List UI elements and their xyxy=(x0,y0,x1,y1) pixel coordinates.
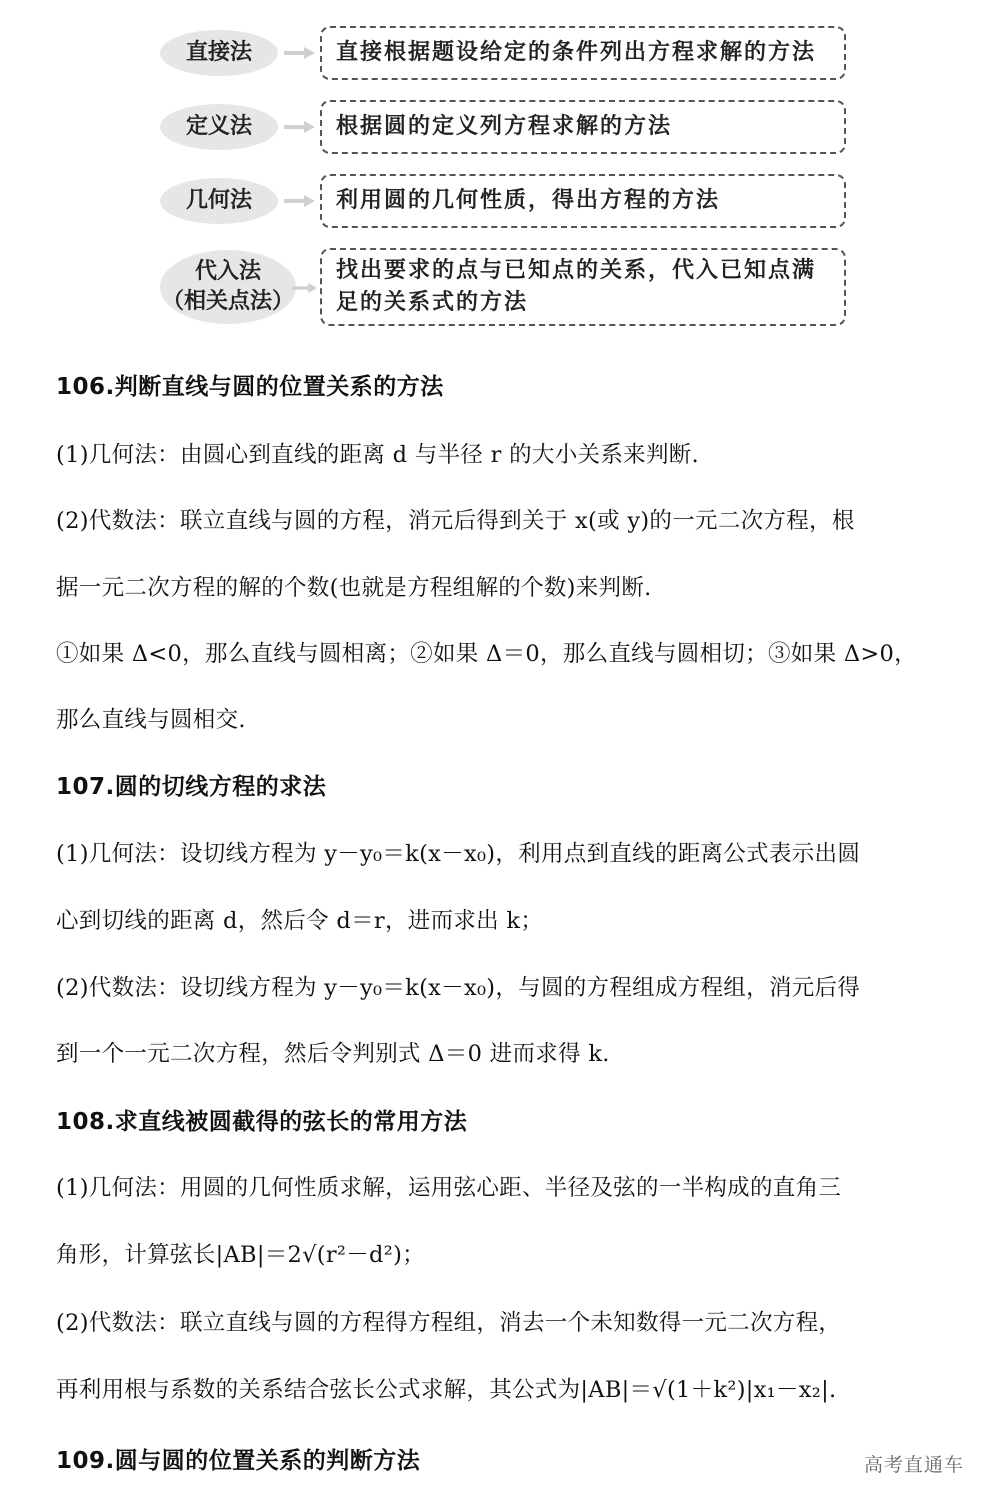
paragraph-line: (1)几何法：用圆的几何性质求解，运用弦心距、半径及弦的一半构成的直角三 xyxy=(56,1175,842,1201)
method-row xyxy=(160,22,860,82)
method-label-oval xyxy=(160,104,278,150)
section-title: 108.求直线被圆截得的弦长的常用方法 xyxy=(56,1109,468,1135)
paragraph-line: 到一个一元二次方程，然后令判别式 Δ＝0 进而求得 k. xyxy=(56,1041,610,1067)
paragraph-line: 心到切线的距离 d，然后令 d＝r，进而求出 k； xyxy=(56,908,544,934)
method-label-oval xyxy=(160,178,278,224)
paragraph-line: (2)代数法：联立直线与圆的方程，消元后得到关于 x(或 y)的一元二次方程，根 xyxy=(56,508,855,534)
watermark: 高考直通车 xyxy=(863,1454,964,1476)
paragraph-line: ①如果 Δ<0，那么直线与圆相离；②如果 Δ＝0，那么直线与圆相切；③如果 Δ>0， xyxy=(56,641,917,667)
section-title: 109.圆与圆的位置关系的判断方法 xyxy=(56,1448,421,1474)
method-description-box xyxy=(320,248,846,326)
method-label-oval xyxy=(160,30,278,76)
arrow-right-icon xyxy=(284,120,316,134)
paragraph-line: (2)代数法：联立直线与圆的方程得方程组，消去一个未知数得一元二次方程， xyxy=(56,1310,842,1336)
method-label: 几何法 xyxy=(185,188,252,213)
paragraph-line: 角形，计算弦长|AB|＝2√(r²－d²)； xyxy=(56,1242,425,1268)
section-title: 107.圆的切线方程的求法 xyxy=(56,774,327,800)
method-description-box xyxy=(320,100,846,154)
method-row xyxy=(160,248,860,328)
section-title: 106.判断直线与圆的位置关系的方法 xyxy=(56,374,444,400)
method-label: 代入法 xyxy=(194,259,261,284)
method-label-oval xyxy=(160,250,296,324)
paragraph-line: 据一元二次方程的解的个数(也就是方程组解的个数)来判断. xyxy=(56,575,652,601)
paragraph-line: (1)几何法：设切线方程为 y－y₀＝k(x－x₀)，利用点到直线的距离公式表示出圆 xyxy=(56,841,861,867)
arrow-right-icon xyxy=(284,194,316,208)
method-label: 定义法 xyxy=(185,114,252,139)
paragraph-line: (2)代数法：设切线方程为 y－y₀＝k(x－x₀)，与圆的方程组成方程组，消元后得 xyxy=(56,975,861,1001)
method-description: 根据圆的定义列方程求解的方法 xyxy=(336,114,673,139)
paragraph-line: (1)几何法：由圆心到直线的距离 d 与半径 r 的大小关系来判断. xyxy=(56,442,699,468)
method-label: 直接法 xyxy=(185,40,252,65)
method-label-secondary: （相关点法） xyxy=(161,289,294,314)
arrow-right-icon xyxy=(284,46,316,60)
method-row xyxy=(160,174,860,234)
method-description-box xyxy=(320,26,846,80)
method-description-box xyxy=(320,174,846,228)
paragraph-line: 再利用根与系数的关系结合弦长公式求解，其公式为|AB|＝√(1＋k²)|x₁－x₂|. xyxy=(56,1377,837,1403)
paragraph-line: 那么直线与圆相交. xyxy=(56,707,246,733)
method-row xyxy=(160,100,860,160)
method-description: 直接根据题设给定的条件列出方程求解的方法 xyxy=(336,40,817,65)
arrow-right-icon xyxy=(292,281,318,295)
method-description: 找出要求的点与已知点的关系，代入已知点满 xyxy=(336,258,817,283)
method-description-continued: 足的关系式的方法 xyxy=(336,290,529,315)
method-description: 利用圆的几何性质，得出方程的方法 xyxy=(336,188,721,213)
